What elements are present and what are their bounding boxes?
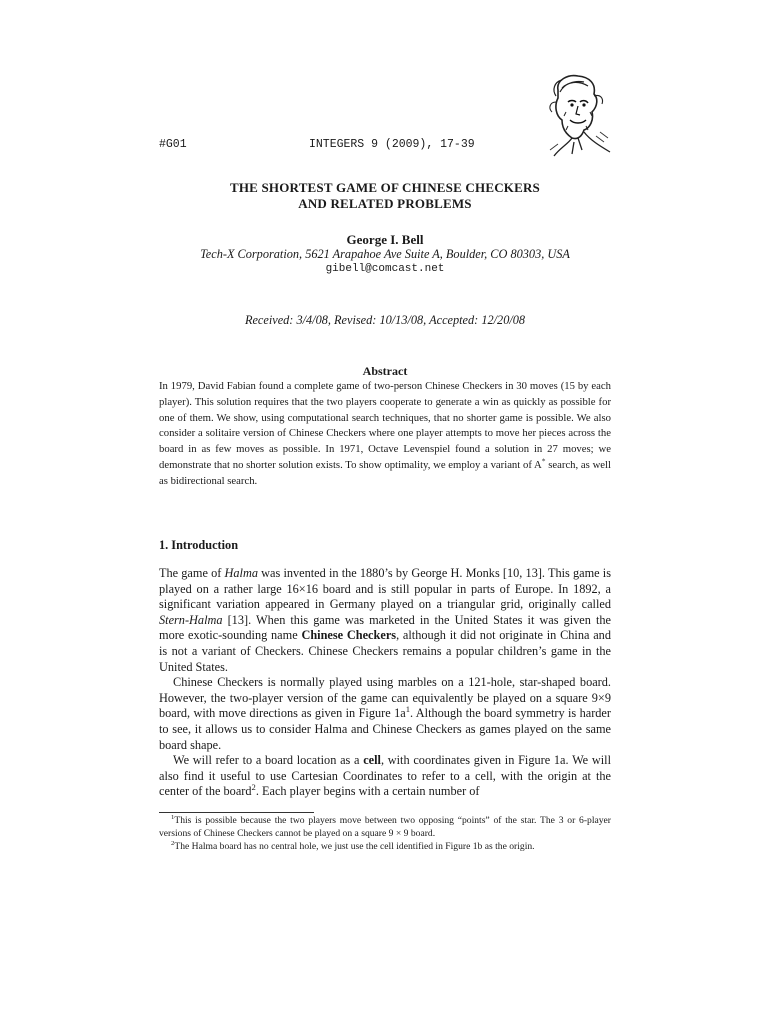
author-email[interactable]: gibell@comcast.net <box>325 263 445 275</box>
submission-dates: Received: 3/4/08, Revised: 10/13/08, Accepted: 12/20/08 <box>244 313 526 327</box>
article-code: #G01 <box>159 138 187 151</box>
abstract-heading: Abstract <box>362 364 408 378</box>
p1-text-4: , although it did not originate in China and is not a variant of Checkers. Chinese Checkers remains a popular children’s game in the United States. <box>159 628 611 674</box>
abstract-text-b: search, as well as bidirectional search. <box>159 458 611 487</box>
title-line-2: AND RELATED PROBLEMS <box>298 196 472 211</box>
p3-text-3: . Each player begins with a certain number of <box>255 784 480 799</box>
paragraph-3 <box>159 753 611 800</box>
title-line-1: THE SHORTEST GAME OF CHINESE CHECKERS <box>230 180 540 195</box>
abstract-text-a: In 1979, David Fabian found a complete game of two-person Chinese Checkers in 30 moves (15 by each player). This solution requires that the two players cooperate to generate a win as quickly as possible for one of them. We show, using computational search techniques, that no shorter game is possible. We also consider a solitaire version of Chinese Checkers where one player attempts to move her pieces across the board in as few moves as possible. In 1971, Octave Levenspiel found a solution in 27 moves; we demonstrate that no shorter solution exists. To show optimality, we employ a variant of A <box>159 380 611 471</box>
author-name: George I. Bell <box>346 232 424 247</box>
p2-text-2: . Although the board symmetry is harder to see, it allows us to consider Halma and Chinese Checkers as games played on the same board shape. <box>159 706 611 752</box>
footnotes <box>159 815 611 853</box>
paragraph-2 <box>159 675 611 753</box>
p1-text-1: The game of <box>159 566 225 580</box>
footnote-mark-2: 2 <box>171 839 175 847</box>
section-heading: 1. Introduction <box>159 538 239 552</box>
footnote-rule <box>159 812 314 813</box>
footnote-text-2: The Halma board has no central hole, we just use the cell identified in Figure 1b as the origin. <box>174 840 535 852</box>
body-text <box>159 566 611 800</box>
p3-text-1: We will refer to a board location as a <box>173 753 364 768</box>
p3-text-2: , with coordinates given in Figure 1a. We will also find it useful to use Cartesian Coordinates to refer to a cell, with the origin at the center of the board <box>159 753 611 799</box>
footnote-2 <box>159 841 611 854</box>
p3-cell-bold: cell <box>363 753 381 768</box>
p1-text-2: was invented in the 1880’s by George H. Monks [10, 13]. This game is played on a rather large 16×16 board and is still popular in parts of Europe. In 1892, a significant variation appeared in Germany played on a triangular grid, originally called <box>159 566 611 612</box>
footnote-mark-1: 1 <box>171 813 175 821</box>
footnote-ref-1[interactable]: 1 <box>405 704 410 715</box>
astar-superscript: * <box>541 456 546 466</box>
p1-halma-italic: Halma <box>224 566 258 580</box>
footnote-ref-2[interactable]: 2 <box>251 782 256 793</box>
footnote-1 <box>159 815 611 841</box>
p2-text-1: Chinese Checkers is normally played using marbles on a 121-hole, star-shaped board. However, the two-player version of the game can equivalently be played on a square 9×9 board, with move directions as given in Figure 1a <box>159 675 611 721</box>
abstract-body <box>159 379 611 490</box>
p1-stern-halma-italic: Stern-Halma <box>159 612 223 627</box>
paper-title <box>159 180 611 212</box>
paragraph-1 <box>159 566 611 675</box>
p1-chinese-checkers-bold: Chinese Checkers <box>301 628 397 643</box>
journal-citation: INTEGERS 9 (2009), 17-39 <box>309 138 475 151</box>
footnote-text-1: This is possible because the two players move between two opposing “points” of the star. The 3 or 6-player versions of Chinese Checkers cannot be played on a square 9 × 9 board. <box>159 815 611 839</box>
p1-text-3: [13]. When this game was marketed in the United States it was given the more exotic-sounding name <box>159 612 611 643</box>
author-affiliation: Tech-X Corporation, 5621 Arapahoe Ave Suite A, Boulder, CO 80303, USA <box>200 247 570 261</box>
running-header <box>159 138 611 154</box>
